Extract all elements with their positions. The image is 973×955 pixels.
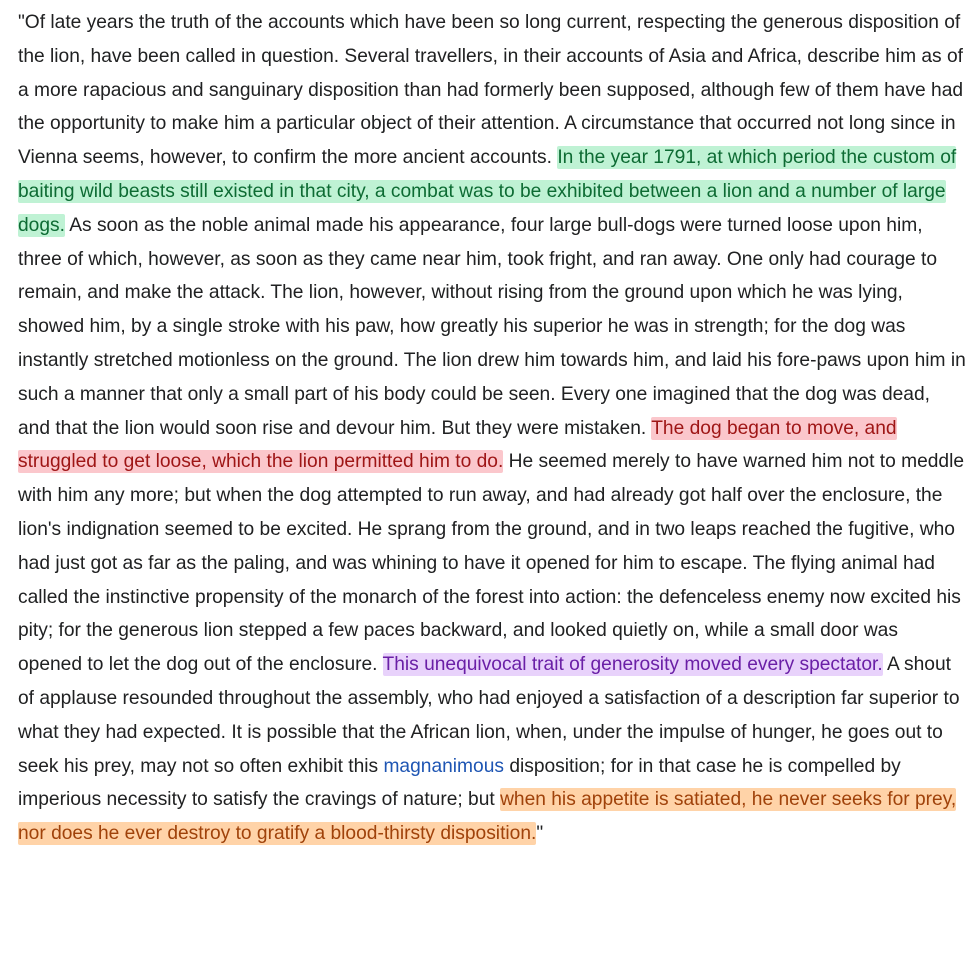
text-segment: As soon as the noble animal made his appearance, four large bull-dogs were turned loose upon him, three of which, however, as soon as they came near him, took fright, and ran away. One only had courage to remain, and make the attack. The lion, however, without rising from the ground upon which he was lying, showed him, by a single stroke with his paw, how greatly his superior he was in strength; for the dog was instantly stretched motionless on the ground. The lion drew him towards him, and laid his fore-paws upon him in such a manner that only a small part of his body could be seen. Every one imagined that the dog was dead, and that the lion would soon rise and devour him. But they were mistaken. — [18, 214, 966, 439]
text-segment: "Of late years the truth of the accounts which have been so long current, respecting the generous disposition of the lion, have been called in question. Several travellers, in their accounts of Asia and Africa, describe him as of a more rapacious and sanguinary disposition than had formerly been supposed, although few of them have had the opportunity to make him a particular object of their attention. A circumstance that occurred not long since in Vienna seems, however, to confirm the more ancient accounts. — [18, 12, 964, 169]
highlight-orange: when his appetite is satiated, he never seeks for prey, nor does he ever destroy to gratify a blood-thirsty disposition. — [18, 789, 957, 845]
highlight-red: The dog began to move, and struggled to get loose, which the lion permitted him to do. — [18, 417, 897, 473]
text-segment: A shout of applause resounded throughout the assembly, who had enjoyed a satisfaction of a description far superior to what they had expected. It is possible that the African lion, when, under the impulse of hunger, he goes out to seek his prey, may not so often exhibit this — [18, 654, 960, 777]
text-segment: disposition; for in that case he is compelled by imperious necessity to satisfy the cravings of nature; but — [18, 755, 901, 811]
magnanimous-link[interactable]: magnanimous — [383, 755, 504, 777]
text-segment: He seemed merely to have warned him not to meddle with him any more; but when the dog attempted to run away, and had already got half over the enclosure, the lion's indignation seemed to be excited. He sprang from the ground, and in two leaps reached the fugitive, who had just got as far as the paling, and was whining to have it opened for him to escape. The flying animal had called the instinctive propensity of the monarch of the forest into action: the defenceless enemy now excited his pity; for the generous lion stepped a few paces backward, and looked quietly on, while a small door was opened to let the dog out of the enclosure. — [18, 451, 965, 676]
text-segment: " — [536, 823, 544, 845]
highlight-purple: This unequivocal trait of generosity moved every spectator. — [382, 654, 883, 676]
lion-passage — [18, 6, 967, 851]
highlight-green: In the year 1791, at which period the custom of baiting wild beasts still existed in that city, a combat was to be exhibited between a lion and a number of large dogs. — [18, 147, 957, 236]
